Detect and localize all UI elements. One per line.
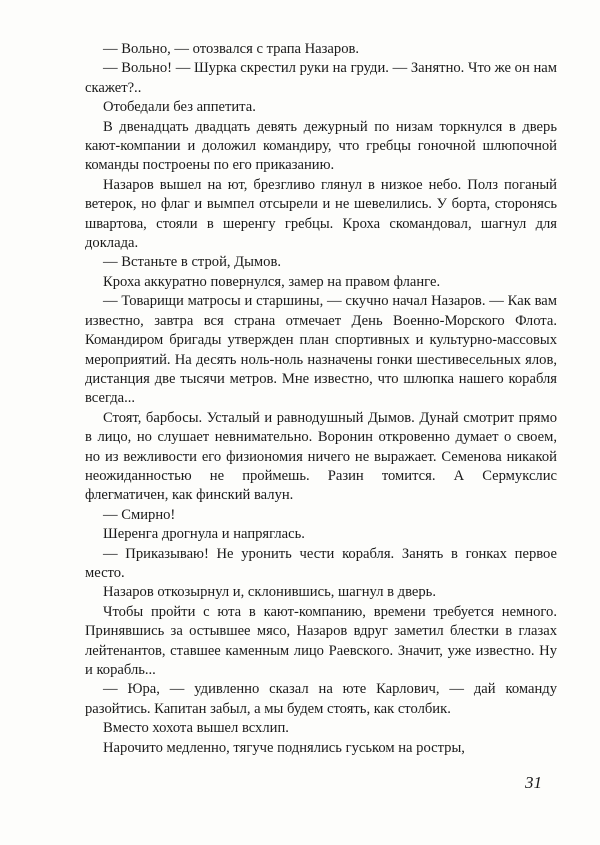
paragraph: Отобедали без аппетита. [103, 99, 256, 116]
paragraph: Чтобы пройти с юта в кают-компанию, времени требуется немного. Принявшись за остывшее мясо, Назаров вдруг заметил блестки в глазах лейтенантов, ставшее каменным лицо Раевского. Значит, уже известно. Ну и корабль... [85, 603, 557, 678]
paragraph: Назаров откозырнул и, склонившись, шагнул в дверь. [103, 584, 436, 601]
paragraph: — Смирно! [103, 506, 176, 523]
page-number: 31 [525, 773, 542, 792]
paragraph: — Вольно! — Шурка скрестил руки на груди. — Занятно. Что же он нам скажет?.. [85, 60, 557, 96]
paragraph: — Встаньте в строй, Дымов. [103, 254, 282, 271]
paragraph: Стоят, барбосы. Усталый и равнодушный Дымов. Дунай смотрит прямо в лицо, но слушает невнимательно. Воронин откровенно думает о своем, но из вежливости его физиономия ничего не выражает. Семенова никакой неожиданностью не проймешь. Разин томится. А Сермукслис флегматичен, как финский валун. [85, 409, 557, 504]
paragraph: — Товарищи матросы и старшины, — скучно начал Назаров. — Как вам известно, завтра вся страна отмечает День Военно-Морского Флота. Командиром бригады утвержден план спортивных и культурно-массовых мероприятий. На десять ноль-ноль назначены гонки шестивесельных ялов, дистанция две тысячи метров. Мне известно, что шлюпка нашего корабля всегда... [85, 293, 557, 407]
paragraph: Вместо хохота вышел всхлип. [103, 720, 289, 737]
paragraph: Шеренга дрогнула и напряглась. [103, 526, 305, 543]
paragraph: — Вольно, — отозвался с трапа Назаров. [103, 41, 360, 57]
body-text [85, 40, 557, 758]
paragraph: Нарочито медленно, тягуче поднялись гуськом на ростры, [103, 739, 465, 756]
paragraph: — Юра, — удивленно сказал на юте Карлович, — дай команду разойтись. Капитан забыл, а мы будем стоять, как столбик. [85, 681, 557, 717]
paragraph: Кроха аккуратно повернулся, замер на правом фланге. [103, 273, 441, 290]
paragraph: Назаров вышел на ют, брезгливо глянул в низкое небо. Полз поганый ветерок, но флаг и вымпел отсырели и не шевелились. У борта, сторонясь швартова, стояли в шеренгу гребцы. Кроха скомандовал, шагнул для доклада. [85, 176, 557, 252]
paragraph: В двенадцать двадцать девять дежурный по низам торкнулся в дверь кают-компании и доложил командиру, что гребцы гоночной шлюпочной команды построены по его приказанию. [85, 118, 557, 174]
paragraph: — Приказываю! Не уронить чести корабля. Занять в гонках первое место. [85, 545, 557, 581]
